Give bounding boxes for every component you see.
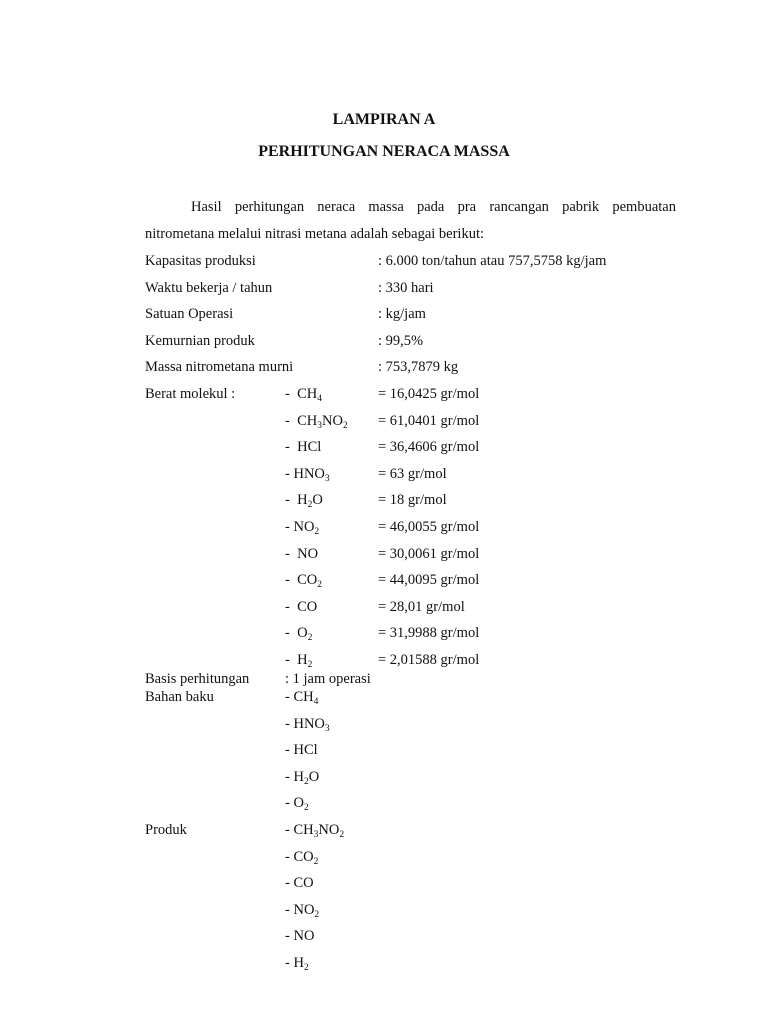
list-dash: - [285, 572, 298, 589]
formula-symbol: O [312, 492, 323, 509]
formula-item [285, 624, 312, 642]
formula-item [285, 518, 319, 536]
list-dash: - [285, 689, 294, 705]
intro-paragraph [145, 194, 676, 248]
formula-symbol: CO [297, 598, 318, 615]
formula-item [285, 901, 319, 919]
formula-symbol: NO [293, 901, 315, 918]
molecular-weight-value: = 36,4606 gr/mol [378, 439, 480, 456]
list-dash: - [285, 652, 298, 668]
formula-symbol: NO [297, 545, 319, 562]
products-label: Produk [145, 822, 187, 838]
molecular-weight-value: = 28,01 gr/mol [378, 598, 465, 615]
formula-subscript: 2 [314, 909, 320, 920]
spec-label: Kemurnian produk [145, 333, 255, 349]
formula-item [285, 874, 314, 892]
formula-symbol: NO [293, 928, 315, 945]
molecular-weight-value: = 61,0401 gr/mol [378, 412, 480, 429]
formula-subscript: 2 [307, 633, 313, 644]
formula-subscript: 3 [324, 473, 330, 484]
formula-symbol: CH [297, 412, 318, 429]
formula-subscript: 2 [342, 420, 348, 431]
list-dash: - [285, 848, 294, 865]
spec-value: : kg/jam [378, 306, 426, 322]
spec-value: : 330 hari [378, 280, 434, 296]
list-dash: - [285, 875, 294, 892]
list-dash: - [285, 715, 294, 732]
formula-item [285, 491, 323, 509]
formula-item [285, 651, 312, 669]
formula-item [285, 848, 318, 866]
formula-subscript: 3 [324, 723, 330, 734]
formula-symbol: CO [293, 875, 314, 892]
formula-symbol: NO [322, 412, 343, 429]
spec-label: Waktu bekerja / tahun [145, 280, 273, 296]
list-dash: - [285, 412, 298, 429]
spec-value: : 753,7879 kg [378, 359, 459, 375]
formula-subscript: 2 [314, 527, 320, 537]
molecular-weight-value: = 63 gr/mol [378, 465, 447, 482]
formula-subscript: 2 [307, 500, 313, 511]
formula-symbol: NO [318, 822, 340, 838]
formula-item [285, 927, 314, 945]
formula-subscript: 2 [313, 856, 319, 867]
formula-subscript: 2 [339, 830, 345, 840]
list-dash: - [285, 901, 294, 918]
list-dash: - [285, 795, 294, 812]
formula-subscript: 3 [317, 420, 322, 431]
formula-subscript: 2 [303, 963, 309, 973]
molecular-weight-value: = 2,01588 gr/mol [378, 652, 480, 668]
list-dash: - [285, 625, 298, 642]
molecular-weight-value: = 18 gr/mol [378, 492, 447, 509]
spec-label: Satuan Operasi [145, 306, 234, 322]
formula-symbol: HNO [293, 715, 325, 732]
list-dash: - [285, 928, 294, 945]
formula-symbol: HNO [293, 465, 325, 482]
formula-item [285, 545, 318, 563]
formula-item [285, 438, 321, 456]
formula-symbol: H [297, 492, 308, 509]
list-dash: - [285, 465, 294, 482]
formula-symbol: H [293, 955, 304, 971]
formula-item [285, 715, 330, 733]
list-dash: - [285, 768, 294, 785]
formula-item [285, 571, 322, 589]
list-dash: - [285, 386, 298, 402]
list-dash: - [285, 439, 298, 456]
formula-symbol: CH [293, 822, 314, 838]
formula-subscript: 3 [313, 830, 319, 840]
formula-item [285, 465, 330, 483]
list-dash: - [285, 598, 298, 615]
formula-symbol: HCl [297, 439, 322, 456]
list-dash: - [285, 955, 294, 971]
formula-subscript: 2 [307, 660, 313, 670]
formula-item [285, 768, 319, 786]
spec-label: Kapasitas produksi [145, 253, 256, 269]
formula-subscript: 4 [317, 394, 322, 404]
formula-symbol: NO [293, 519, 315, 535]
formula-item [285, 688, 318, 706]
list-dash: - [285, 822, 294, 838]
spec-label: Massa nitrometana murni [145, 359, 294, 375]
formula-subscript: 2 [303, 803, 309, 814]
raw-materials-label: Bahan baku [145, 689, 214, 705]
molecular-weight-value: = 44,0095 gr/mol [378, 572, 480, 589]
formula-symbol: CH [297, 386, 318, 402]
formula-symbol: O [293, 795, 304, 812]
formula-symbol: O [297, 625, 308, 642]
list-dash: - [285, 492, 298, 509]
formula-symbol: H [293, 768, 304, 785]
molecular-weight-value: = 30,0061 gr/mol [378, 545, 480, 562]
molecular-weight-value: = 16,0425 gr/mol [378, 386, 480, 402]
formula-subscript: 2 [303, 776, 309, 787]
list-dash: - [285, 519, 294, 535]
list-dash: - [285, 742, 294, 759]
molecular-weight-value: = 31,9988 gr/mol [378, 625, 480, 642]
intro-line-1: Hasil perhitungan neraca massa pada pra rancangan pabrik pembuatan [191, 199, 676, 215]
appendix-title: LAMPIRAN A [332, 111, 436, 128]
formula-item [285, 741, 318, 759]
formula-subscript: 4 [313, 697, 319, 707]
formula-symbol: O [308, 768, 320, 785]
spec-value: : 99,5% [378, 333, 424, 349]
basis-value: : 1 jam operasi [285, 671, 371, 687]
molecular-weight-label: Berat molekul : [145, 386, 236, 402]
section-title: PERHITUNGAN NERACA MASSA [258, 143, 510, 160]
spec-value: : 6.000 ton/tahun atau 757,5758 kg/jam [378, 253, 607, 269]
formula-symbol: CO [293, 848, 314, 865]
basis-label: Basis perhitungan [145, 671, 250, 687]
molecular-weight-value: = 46,0055 gr/mol [378, 519, 480, 535]
formula-item [285, 954, 309, 972]
formula-item [285, 821, 344, 839]
formula-symbol: CO [297, 572, 318, 589]
formula-item [285, 385, 322, 403]
formula-symbol: CH [293, 689, 314, 705]
formula-symbol: HCl [293, 742, 318, 759]
formula-item [285, 598, 317, 616]
list-dash: - [285, 545, 298, 562]
intro-line-2: nitrometana melalui nitrasi metana adalah sebagai berikut: [145, 226, 485, 242]
formula-item [285, 412, 348, 430]
formula-subscript: 2 [317, 580, 322, 591]
formula-symbol: H [297, 652, 308, 668]
formula-item [285, 794, 309, 812]
